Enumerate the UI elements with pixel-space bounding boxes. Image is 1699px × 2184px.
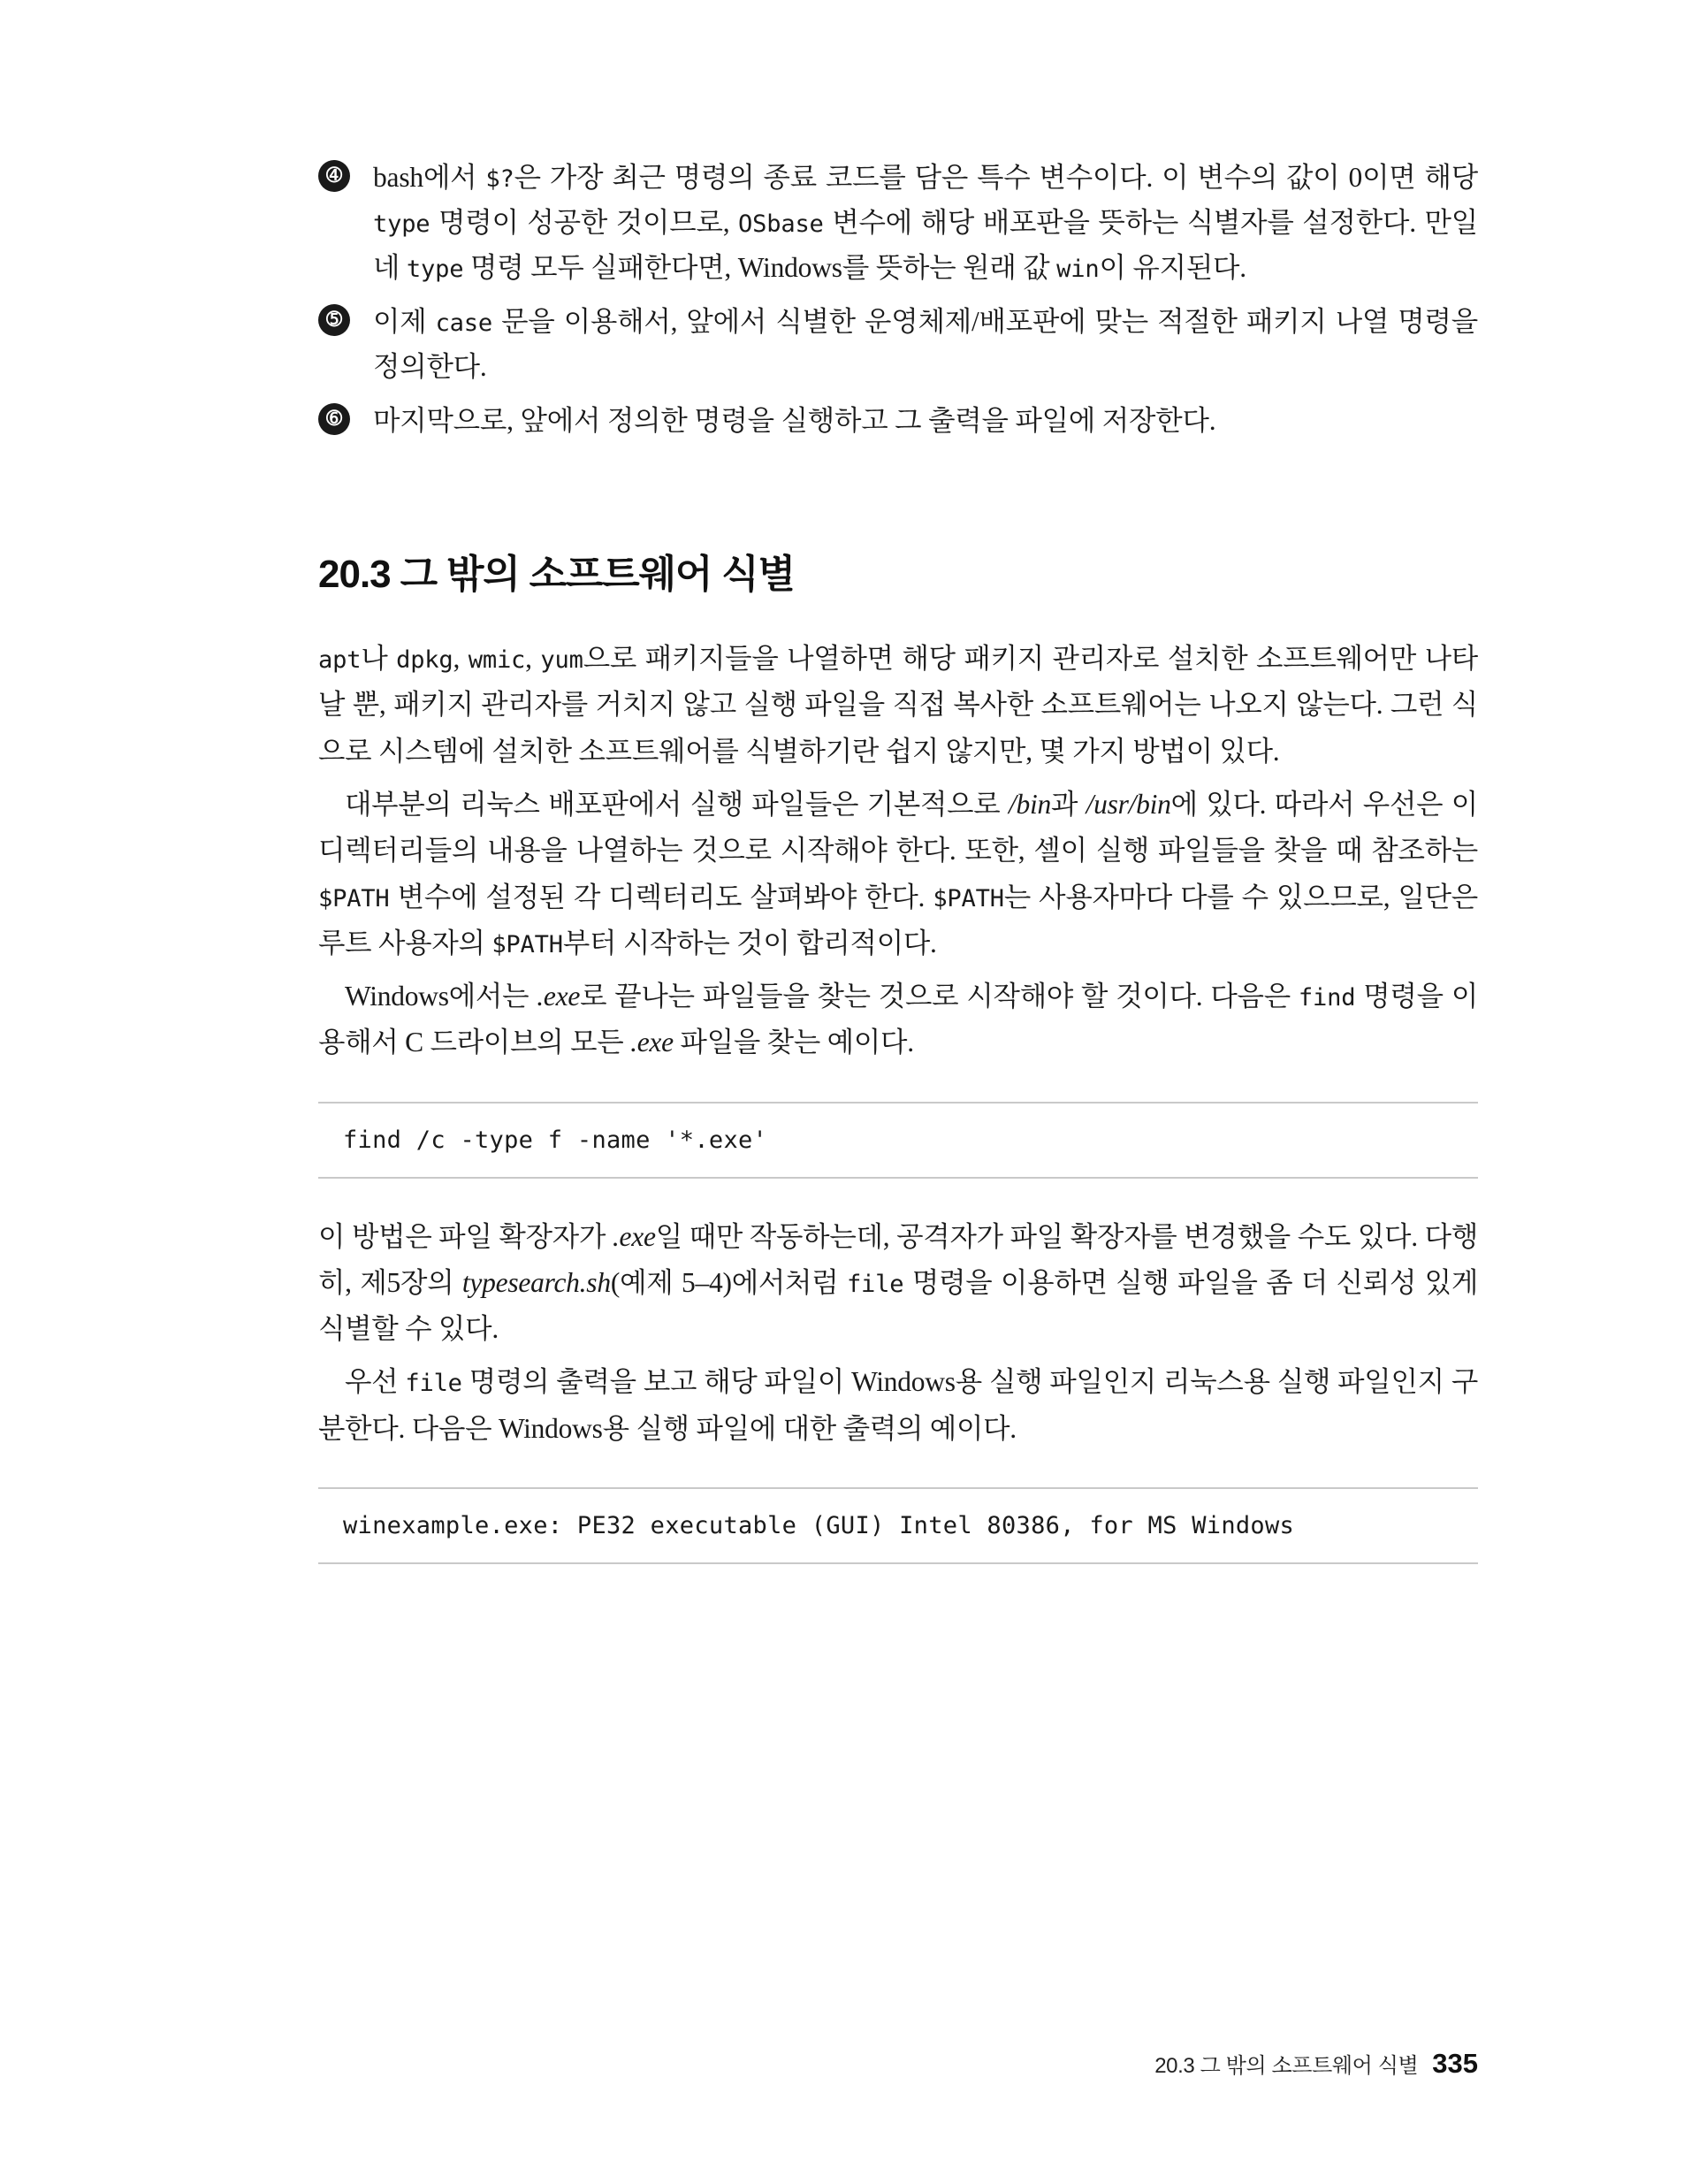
footer-section-title: 20.3 그 밖의 소프트웨어 식별 xyxy=(1154,2054,1419,2078)
section-number: 20.3 xyxy=(318,553,391,597)
step-number-4: ➄ xyxy=(318,304,350,336)
step-text-3: bash에서 $?은 가장 최근 명령의 종료 코드를 담은 특수 변수이다. 이 변수의 값이 0이면 해당 type 명령이 성공한 것이므로, OSbase 변수에 해당 배포판을 뜻하는 식별자를 설정한다. 만일 네 type 명령 모두 실패한다면, Windows를 뜻하는 원래 값 win이 유지된다. xyxy=(373,162,1478,284)
numbered-step-list xyxy=(318,155,1478,443)
paragraph-1: apt나 dpkg, wmic, yum으로 패키지들을 나열하면 해당 패키지 관리자로 설치한 소프트웨어만 나타날 뿐, 패키지 관리자를 거치지 않고 실행 파일을 직접 복사한 소프트웨어는 나오지 않는다. 그런 식으로 시스템에 설치한 소프트웨어를 식별하기란 쉽지 않지만, 몇 가지 방법이 있다. xyxy=(318,643,1478,767)
footer-page-number: 335 xyxy=(1432,2048,1478,2079)
paragraph-2: 대부분의 리눅스 배포판에서 실행 파일들은 기본적으로 /bin과 /usr/bin에 있다. 따라서 우선은 이 디렉터리들의 내용을 나열하는 것으로 시작해야 한다. 또한, 셀이 실행 파일들을 찾을 때 참조하는 $PATH 변수에 설정된 각 디렉터리도 살펴봐야 한다. $PATH는 사용자마다 다를 수 있으므로, 일단은 루트 사용자의 $PATH부터 시작하는 것이 합리적이다. xyxy=(318,788,1478,958)
code-block-find: find /c -type f -name '*.exe' xyxy=(318,1102,1478,1179)
paragraph-3: Windows에서는 .exe로 끝나는 파일들을 찾는 것으로 시작해야 할 것이다. 다음은 find 명령을 이용해서 C 드라이브의 모든 .exe 파일을 찾는 예이다. xyxy=(318,981,1478,1058)
section-title: 그 밖의 소프트웨어 식별 xyxy=(400,553,795,597)
section-heading xyxy=(318,542,1478,599)
step-text-5: 마지막으로, 앞에서 정의한 명령을 실행하고 그 출력을 파일에 저장한다. xyxy=(373,405,1216,437)
page-footer xyxy=(1154,2048,1478,2080)
step-number-3: ➃ xyxy=(318,160,350,192)
code-block-file-output: winexample.exe: PE32 executable (GUI) Intel 80386, for MS Windows xyxy=(318,1487,1478,1564)
step-number-5: ➅ xyxy=(318,403,350,435)
list-item xyxy=(318,155,1478,290)
paragraph-4: 이 방법은 파일 확장자가 .exe일 때만 작동하는데, 공격자가 파일 확장자를 변경했을 수도 있다. 다행히, 제5장의 typesearch.sh(예제 5–4)에서처럼 file 명령을 이용하면 실행 파일을 좀 더 신뢰성 있게 식별할 수 있다. xyxy=(318,1220,1479,1345)
paragraph-5: 우선 file 명령의 출력을 보고 해당 파일이 Windows용 실행 파일인지 리눅스용 실행 파일인지 구분한다. 다음은 Windows용 실행 파일에 대한 출력의 예이다. xyxy=(318,1366,1479,1444)
list-item xyxy=(318,398,1478,443)
list-item xyxy=(318,299,1478,389)
step-text-4: 이제 case 문을 이용해서, 앞에서 식별한 운영체제/배포판에 맞는 적절한 패키지 나열 명령을 정의한다. xyxy=(373,306,1478,383)
